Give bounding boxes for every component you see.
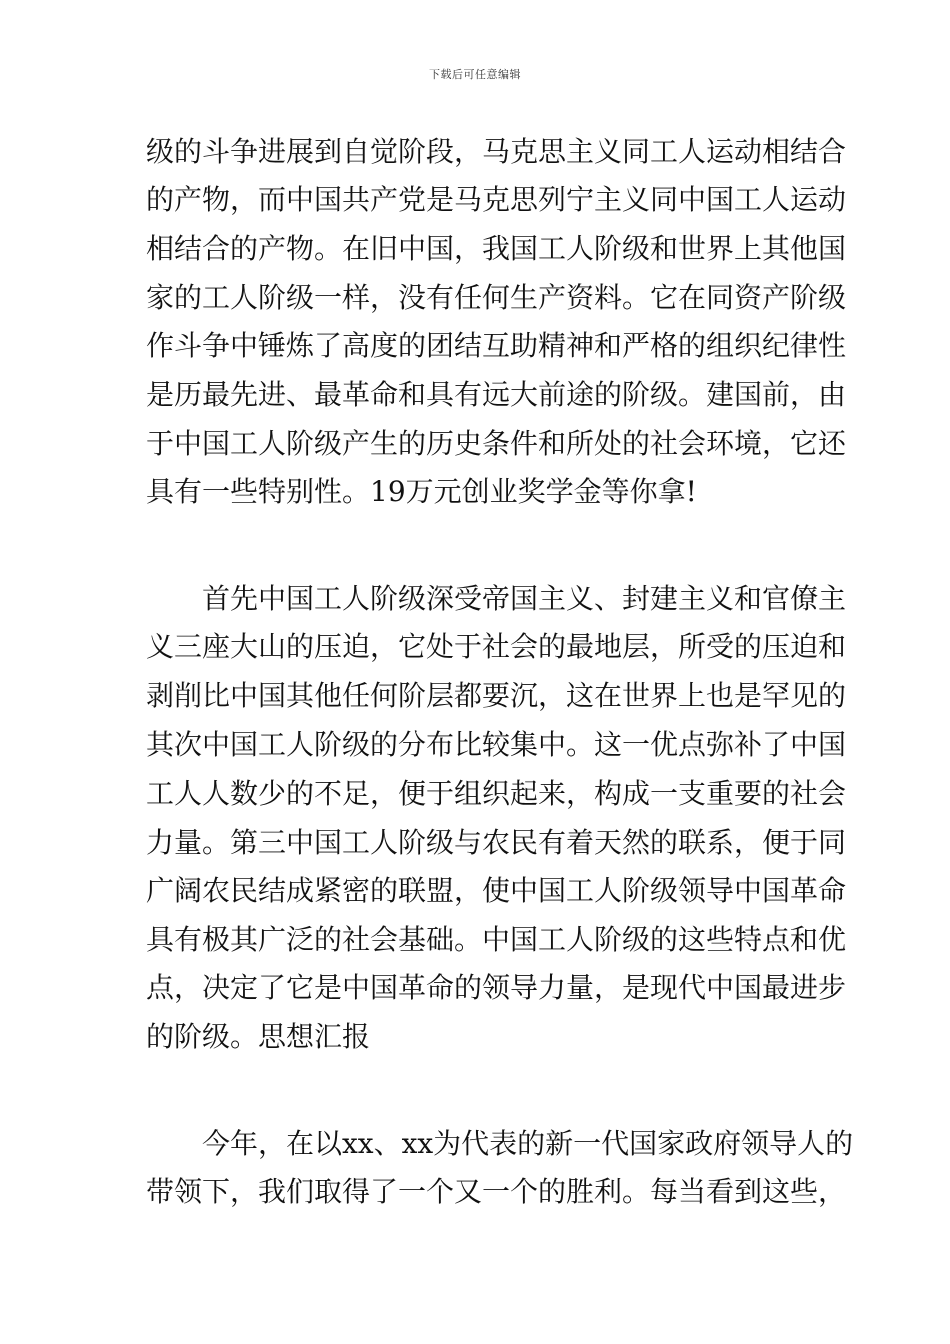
paragraph-2-line: 其次中国工人阶级的分布比较集中。这一优点弥补了中国 [146,728,847,761]
paragraph-2-line: 工人人数少的不足，便于组织起来，构成一支重要的社会 [146,777,847,810]
page-header: 下载后可任意编辑 [429,68,521,81]
paragraph-3-line: 带领下，我们取得了一个又一个的胜利。每当看到这些， [146,1175,847,1208]
paragraph-1-line: 相结合的产物。在旧中国，我国工人阶级和世界上其他国 [146,232,847,265]
paragraph-2-line: 点，决定了它是中国革命的领导力量，是现代中国最进步 [146,971,847,1004]
paragraph-1-line: 于中国工人阶级产生的历史条件和所处的社会环境，它还 [146,427,847,460]
paragraph-1-line: 作斗争中锤炼了高度的团结互助精神和严格的组织纪律性 [146,329,847,362]
paragraph-2-line: 广阔农民结成紧密的联盟，使中国工人阶级领导中国革命 [146,874,847,907]
paragraph-3-line: 今年，在以xx、xx为代表的新一代国家政府领导人的 [202,1127,854,1160]
paragraph-1-line: 是历最先进、最革命和具有远大前途的阶级。建国前，由 [146,378,847,411]
paragraph-1-line: 具有一些特别性。19万元创业奖学金等你拿! [146,475,697,508]
paragraph-2-line: 义三座大山的压迫，它处于社会的最地层，所受的压迫和 [146,630,847,663]
paragraph-2-line: 具有极其广泛的社会基础。中国工人阶级的这些特点和优 [146,923,847,956]
paragraph-2-line: 的阶级。思想汇报 [146,1020,371,1053]
paragraph-2-line: 力量。第三中国工人阶级与农民有着天然的联系，便于同 [146,826,847,859]
paragraph-1-line: 级的斗争进展到自觉阶段，马克思主义同工人运动相结合 [146,135,847,168]
paragraph-2-line: 剥削比中国其他任何阶层都要沉，这在世界上也是罕见的 [146,679,847,712]
paragraph-2-line: 首先中国工人阶级深受帝国主义、封建主义和官僚主 [202,582,847,615]
paragraph-1-line: 家的工人阶级一样，没有任何生产资料。它在同资产阶级 [146,281,847,314]
paragraph-1-line: 的产物，而中国共产党是马克思列宁主义同中国工人运动 [146,183,847,216]
